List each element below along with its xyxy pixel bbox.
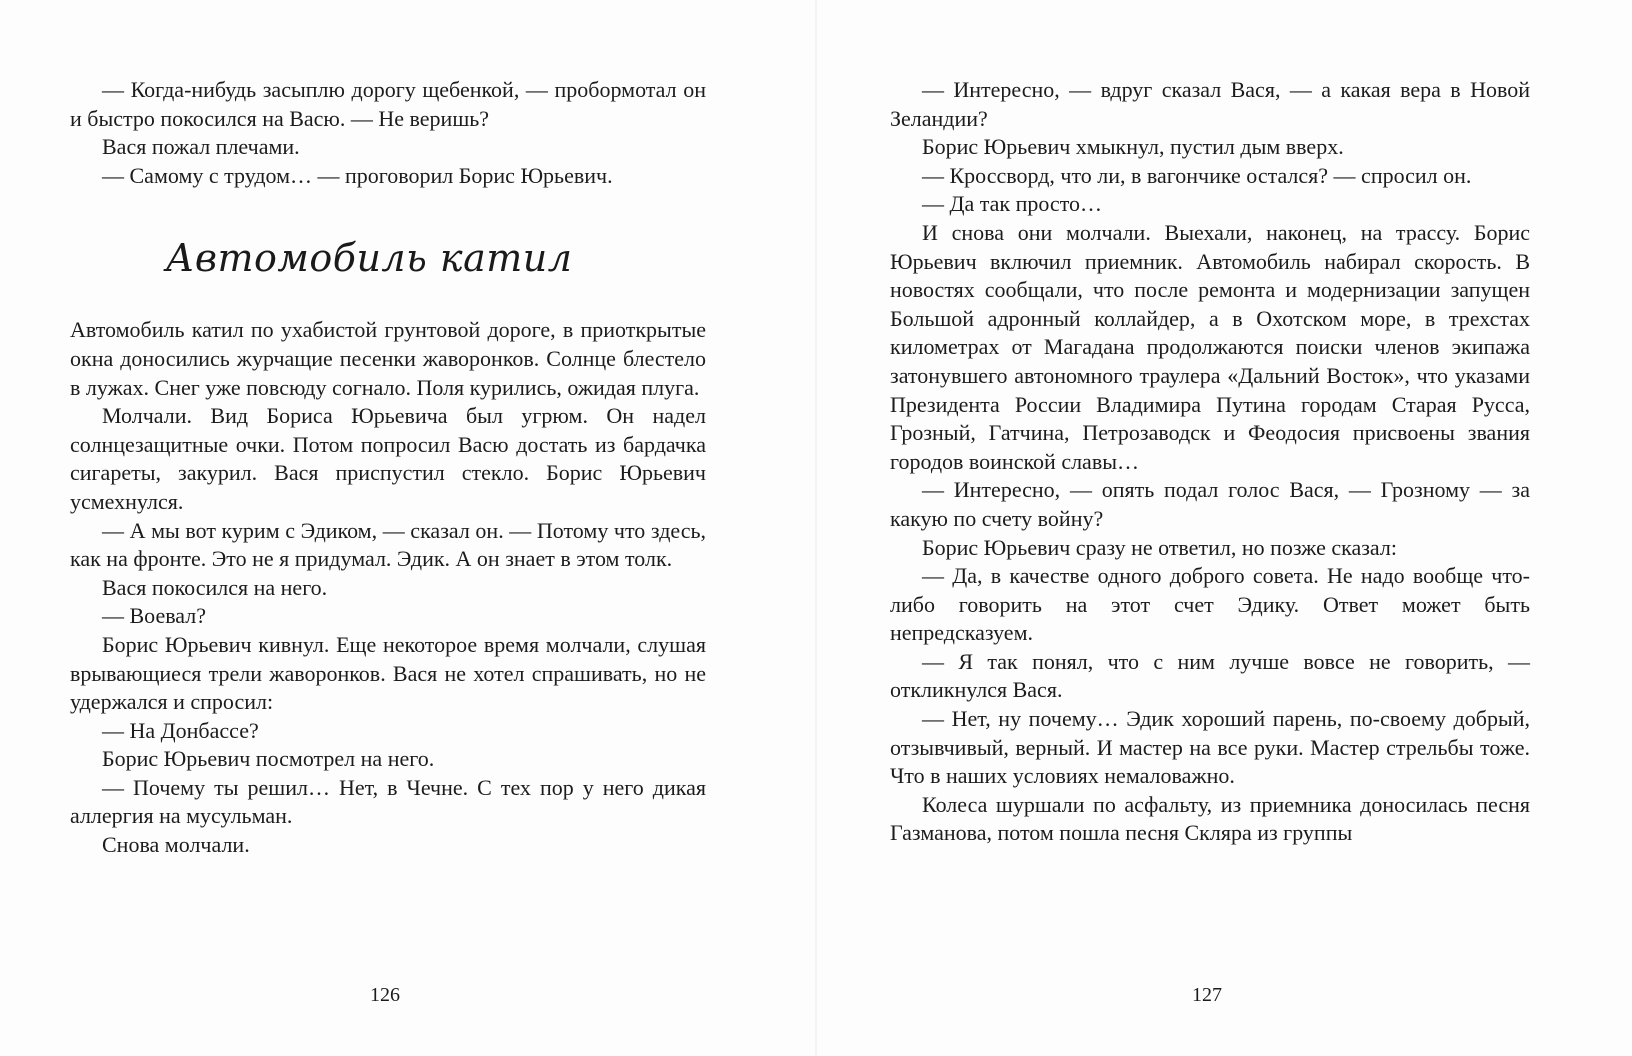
page-number: 127 <box>1192 984 1222 1006</box>
paragraph: — Самому с трудом… — проговорил Борис Юрьевич. <box>102 162 613 188</box>
right-page <box>816 0 1632 1056</box>
paragraph: Автомобиль катил по ухабистой грунтовой дороге, в приоткрытые окна доносились журчащие песенки жаворонков. Солнце блестело в лужах. Снег уже повсюду согнало. Поля курились, ожидая плуга. <box>70 317 706 400</box>
paragraph: — Да, в качестве одного доброго совета. Не надо вообще что-либо говорить на этот счет Эдику. Ответ может быть непредсказуем. <box>890 563 1530 646</box>
paragraph: — Интересно, — вдруг сказал Вася, — а какая вера в Новой Зеландии? <box>890 77 1530 131</box>
paragraph: Снова молчали. <box>102 832 250 858</box>
paragraph: Борис Юрьевич хмыкнул, пустил дым вверх. <box>922 134 1344 160</box>
paragraph: Молчали. Вид Бориса Юрьевича был угрюм. Он надел солнцезащитные очки. Потом попросил Васю достать из бардачка сигареты, закурил. Вася приспустил стекло. Борис Юрьевич усмехнулся. <box>70 403 706 514</box>
paragraph: И снова они молчали. Выехали, наконец, на трассу. Борис Юрьевич включил приемник. Автомобиль набирал скорость. В новостях сообщали, что после ремонта и модернизации запущен Большой адронный коллайдер, а в Охотском море, в трехстах километрах от Магадана продолжаются поиски членов экипажа затонувшего автономного траулера «Дальний Восток», что указами Президента России Владимира Путина городам Старая Русса, Грозный, Гатчина, Петрозаводск и Феодосия присвоены звания городов воинской славы… <box>890 219 1530 474</box>
paragraph: Вася пожал плечами. <box>102 134 300 160</box>
paragraph: — Кроссворд, что ли, в вагончике остался? — спросил он. <box>922 162 1472 188</box>
paragraph: — Да так просто… <box>922 191 1103 217</box>
paragraph: — Я так понял, что с ним лучше вовсе не говорить, — откликнулся Вася. <box>890 648 1530 703</box>
chapter-title: Автомобиль катил <box>165 236 573 281</box>
paragraph: Вася покосился на него. <box>102 574 328 600</box>
right-page-text <box>890 76 1530 848</box>
paragraph: Борис Юрьевич сразу не ответил, но позже сказал: <box>922 534 1397 560</box>
page-number: 126 <box>370 984 400 1006</box>
paragraph: — Нет, ну почему… Эдик хороший парень, по-своему добрый, отзывчивый, верный. И мастер на все руки. Мастер стрельбы тоже. Что в наших условиях немаловажно. <box>890 706 1530 789</box>
paragraph: — Когда-нибудь засыплю дорогу щебенкой, — пробормотал он и быстро покосился на Васю. — Не веришь? <box>70 77 706 131</box>
paragraph: Борис Юрьевич посмотрел на него. <box>102 746 435 772</box>
paragraph: Борис Юрьевич кивнул. Еще некоторое время молчали, слушая врывающиеся трели жаворонков. Вася не хотел спрашивать, но не удержался и спросил: <box>70 631 706 715</box>
paragraph: — На Донбассе? <box>102 717 259 743</box>
paragraph: Колеса шуршали по асфальту, из приемника доносилась песня Газманова, потом пошла песня Скляра из группы <box>890 791 1530 846</box>
paragraph: — Интересно, — опять подал голос Вася, — Грозному — за какую по счету войну? <box>890 477 1530 531</box>
paragraph: — Воевал? <box>102 603 207 629</box>
paragraph: — А мы вот курим с Эдиком, — сказал он. — Потому что здесь, как на фронте. Это не я придумал. Эдик. А он знает в этом толк. <box>70 517 706 572</box>
left-page-text <box>70 76 706 860</box>
paragraph: — Почему ты решил… Нет, в Чечне. С тех пор у него дикая аллергия на мусульман. <box>70 774 706 829</box>
